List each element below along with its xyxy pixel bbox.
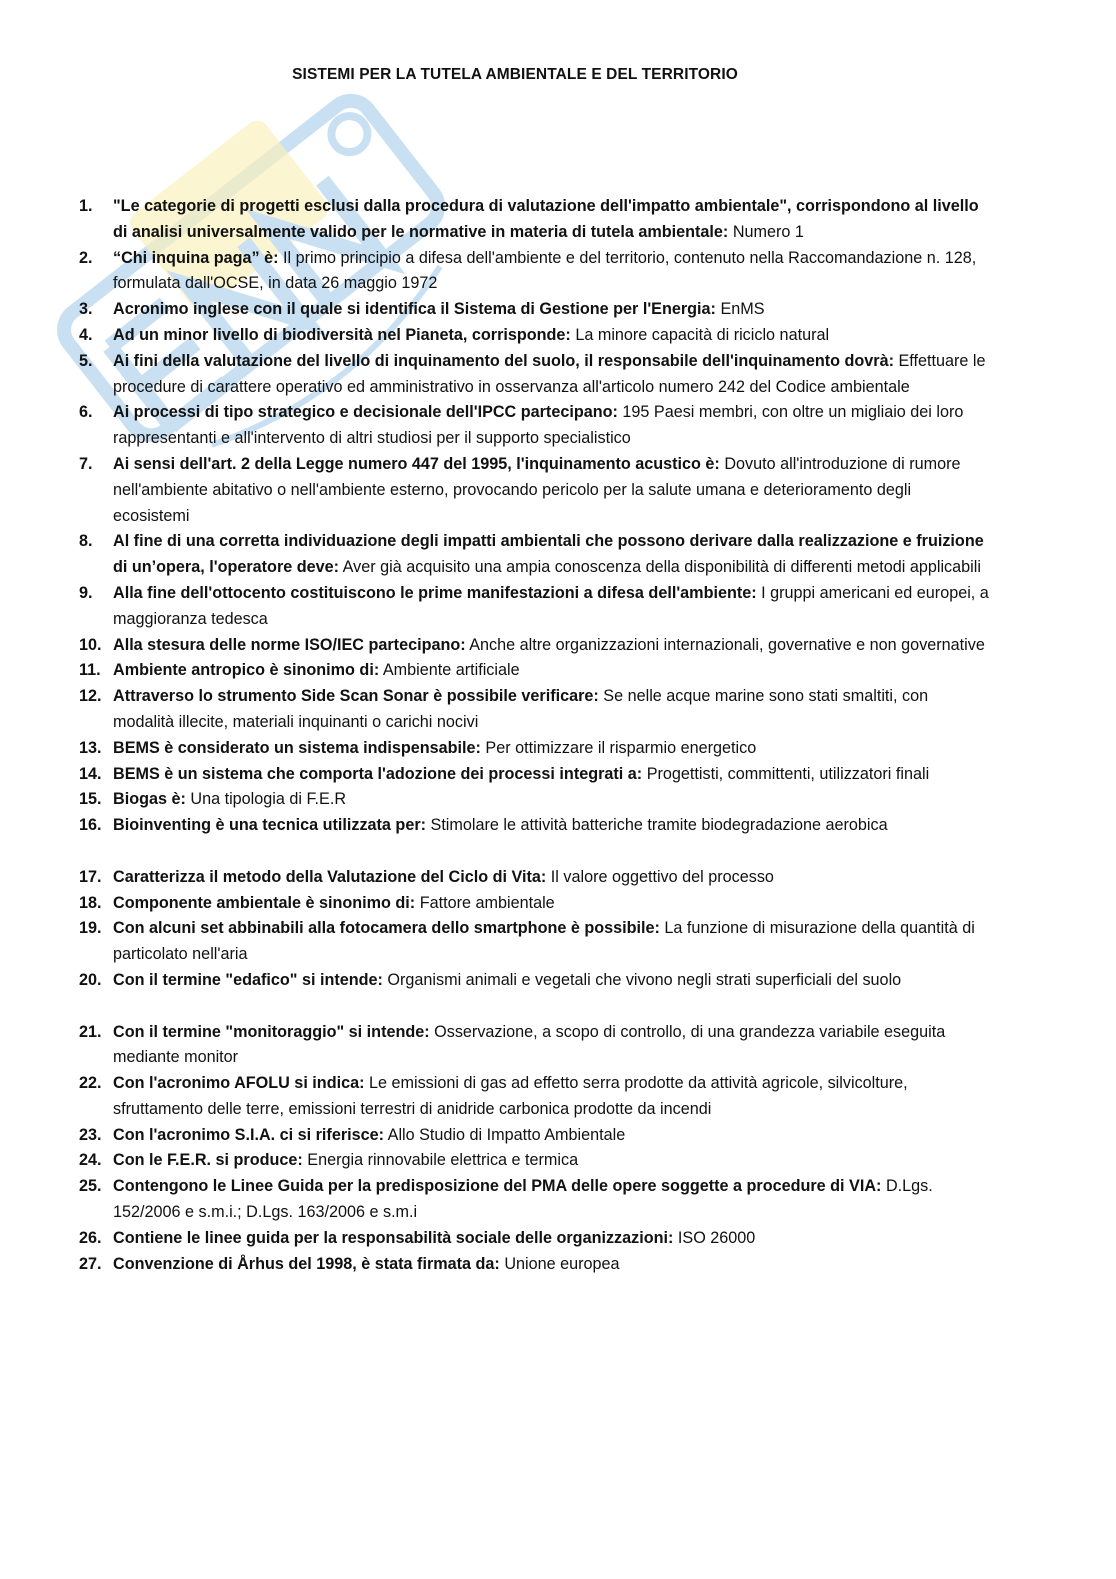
answer-text: Fattore ambientale [419,893,555,912]
list-item [79,246,989,298]
item-number: 7. [79,454,93,473]
question-text: Con il termine "monitoraggio" si intende: [113,1022,430,1041]
item-number: 12. [79,687,102,706]
answer-text: Osservazione, a scopo di controllo, di una grandezza variabile eseguita mediante monitor [113,1022,946,1067]
item-number: 15. [79,790,102,809]
question-text: Convenzione di Århus del 1998, è stata firmata da: [113,1254,500,1273]
list-item [79,736,989,762]
answer-text: Le emissioni di gas ad effetto serra prodotte da attività agricole, silvicolture, sfruttamento delle terre, emissioni terrestri di anidride carbonica prodotte da incendi [113,1074,908,1118]
item-number: 1. [79,197,93,215]
answer-text: Il primo principio a difesa dell'ambiente e del territorio, contenuto nella Raccomandazione n. 128, formulata dall'OCSE, in data 26 maggio 1972 [113,248,977,293]
answer-text: Unione europea [504,1254,620,1273]
answer-text: Se nelle acque marine sono stati smaltiti, con modalità illecite, materiali inquinanti o carichi nocivi [113,687,929,731]
item-number: 13. [79,738,102,757]
answer-text: Per ottimizzare il risparmio energetico [485,738,757,757]
answer-text: I gruppi americani ed europei, a maggioranza tedesca [113,583,989,628]
list-item [79,1020,989,1072]
answer-text: Ambiente artificiale [382,661,520,680]
question-text: Attraverso lo strumento Side Scan Sonar è possibile verificare: [113,687,599,706]
question-text: Ad un minor livello di biodiversità nel Pianeta, corrisponde: [113,325,571,344]
question-text: Bioinventing è una tecnica utilizzata per: [113,816,427,835]
question-text: Con il termine "edafico" si intende: [113,970,383,989]
item-number: 6. [79,403,93,422]
answer-text: Energia rinnovabile elettrica e termica [307,1151,579,1170]
answer-text: Numero 1 [732,222,804,241]
item-number: 25. [79,1177,102,1196]
item-number: 24. [79,1151,102,1170]
list-item [79,916,989,968]
list-item [79,865,989,891]
answer-text: Dovuto all'introduzione di rumore nell'ambiente abitativo o nell'ambiente esterno, provocando pericolo per la salute umana e deterioramento degli ecosistemi [113,454,961,525]
list-item [79,891,989,917]
answer-text: Allo Studio di Impatto Ambientale [387,1125,626,1144]
list-item [79,684,989,736]
question-text: Al fine di una corretta individuazione degli impatti ambientali che possono derivare dalla realizzazione e fruizione di un’opera, l'operatore deve: [113,532,984,577]
item-number: 14. [79,764,102,783]
list-item [79,297,989,323]
item-number: 16. [79,816,102,835]
answer-text: Il valore oggettivo del processo [550,867,774,886]
question-text: Ambiente antropico è sinonimo di: [113,661,380,680]
item-number: 3. [79,300,93,319]
list-item [79,1174,989,1226]
answer-text: Una tipologia di F.E.R [190,790,347,809]
item-number: 27. [79,1254,102,1273]
question-text: Componente ambientale è sinonimo di: [113,893,416,912]
answer-text: Effettuare le procedure di carattere operativo ed amministrativo in osservanza all'articolo numero 242 del Codice ambientale [113,351,986,396]
question-text: BEMS è un sistema che comporta l'adozione dei processi integrati a: [113,764,643,783]
item-number: 17. [79,867,102,886]
item-number: 9. [79,583,93,602]
item-number: 4. [79,325,93,344]
item-number: 23. [79,1125,102,1144]
list-item [79,529,989,581]
answer-text: 195 Paesi membri, con oltre un migliaio dei loro rappresentanti e all'intervento di altri studiosi per il supporto specialistico [113,403,964,448]
question-text: Contiene le linee guida per la responsabilità sociale delle organizzazioni: [113,1228,674,1247]
list-item [79,194,989,246]
item-number: 11. [79,661,101,680]
list-item [79,1123,989,1149]
answer-text: D.Lgs. 152/2006 e s.m.i.; D.Lgs. 163/2006 e s.m.i [113,1177,933,1222]
list-item [79,400,989,452]
list-item [79,323,989,349]
item-number: 26. [79,1228,102,1247]
answer-text: La funzione di misurazione della quantità di particolato nell'aria [113,919,975,964]
list-item [79,452,989,529]
question-text: Ai sensi dell'art. 2 della Legge numero 447 del 1995, l'inquinamento acustico è: [113,454,720,473]
item-number: 5. [79,351,93,370]
document-title: SISTEMI PER LA TUTELA AMBIENTALE E DEL TERRITORIO [292,66,738,83]
list-item [79,1071,989,1123]
list-item [79,813,989,839]
list-item [79,787,989,813]
question-text: BEMS è considerato un sistema indispensabile: [113,738,481,757]
item-number: 19. [79,919,102,938]
question-text: Caratterizza il metodo della Valutazione del Ciclo di Vita: [113,867,547,886]
list-item [79,349,989,401]
question-text: Con l'acronimo AFOLU si indica: [113,1074,365,1093]
item-number: 8. [79,532,93,551]
question-text: Alla stesura delle norme ISO/IEC partecipano: [113,635,466,654]
item-number: 22. [79,1074,102,1093]
question-text: “Chi inquina paga” è: [113,248,279,267]
question-text: Biogas è: [113,790,186,809]
list-item [79,633,989,659]
question-text: "Le categorie di progetti esclusi dalla procedura di valutazione dell'impatto ambientale", corrispondono al livello di analisi universalmente valido per le normative in materia di tutela ambientale: [113,197,979,241]
list-item [79,658,989,684]
answer-text: Progettisti, committenti, utilizzatori finali [646,764,930,783]
question-text: Ai fini della valutazione del livello di inquinamento del suolo, il responsabile dell'inquinamento dovrà: [113,351,894,370]
answer-text: La minore capacità di riciclo natural [575,325,830,344]
item-number: 20. [79,970,102,989]
question-text: Con l'acronimo S.I.A. ci si riferisce: [113,1125,385,1144]
answer-text: Organismi animali e vegetali che vivono negli strati superficiali del suolo [387,970,902,989]
list-item [79,1148,989,1174]
item-number: 21. [79,1022,102,1041]
qa-list [79,194,989,1277]
item-number: 10. [79,635,102,654]
question-text: Alla fine dell'ottocento costituiscono le prime manifestazioni a difesa dell'ambiente: [113,583,757,602]
list-item [79,1252,989,1278]
question-text: Ai processi di tipo strategico e decisionale dell'IPCC partecipano: [113,403,618,422]
question-text: Acronimo inglese con il quale si identifica il Sistema di Gestione per l'Energia: [113,300,716,319]
question-text: Con le F.E.R. si produce: [113,1151,303,1170]
list-item [79,968,989,994]
question-text: Contengono le Linee Guida per la predisposizione del PMA delle opere soggette a procedure di VIA: [113,1177,882,1196]
question-text: Con alcuni set abbinabili alla fotocamera dello smartphone è possibile: [113,919,660,938]
item-number: 2. [79,248,93,267]
answer-text: EnMS [720,300,765,319]
answer-text: Stimolare le attività batteriche tramite biodegradazione aerobica [430,816,888,835]
list-item [79,1226,989,1252]
list-item [79,762,989,788]
answer-text: ISO 26000 [677,1228,756,1247]
answer-text: Anche altre organizzazioni internazionali, governative e non governative [469,635,985,654]
answer-text: Aver già acquisito una ampia conoscenza della disponibilità di differenti metodi applicabili [342,558,981,577]
list-item [79,581,989,633]
item-number: 18. [79,893,102,912]
